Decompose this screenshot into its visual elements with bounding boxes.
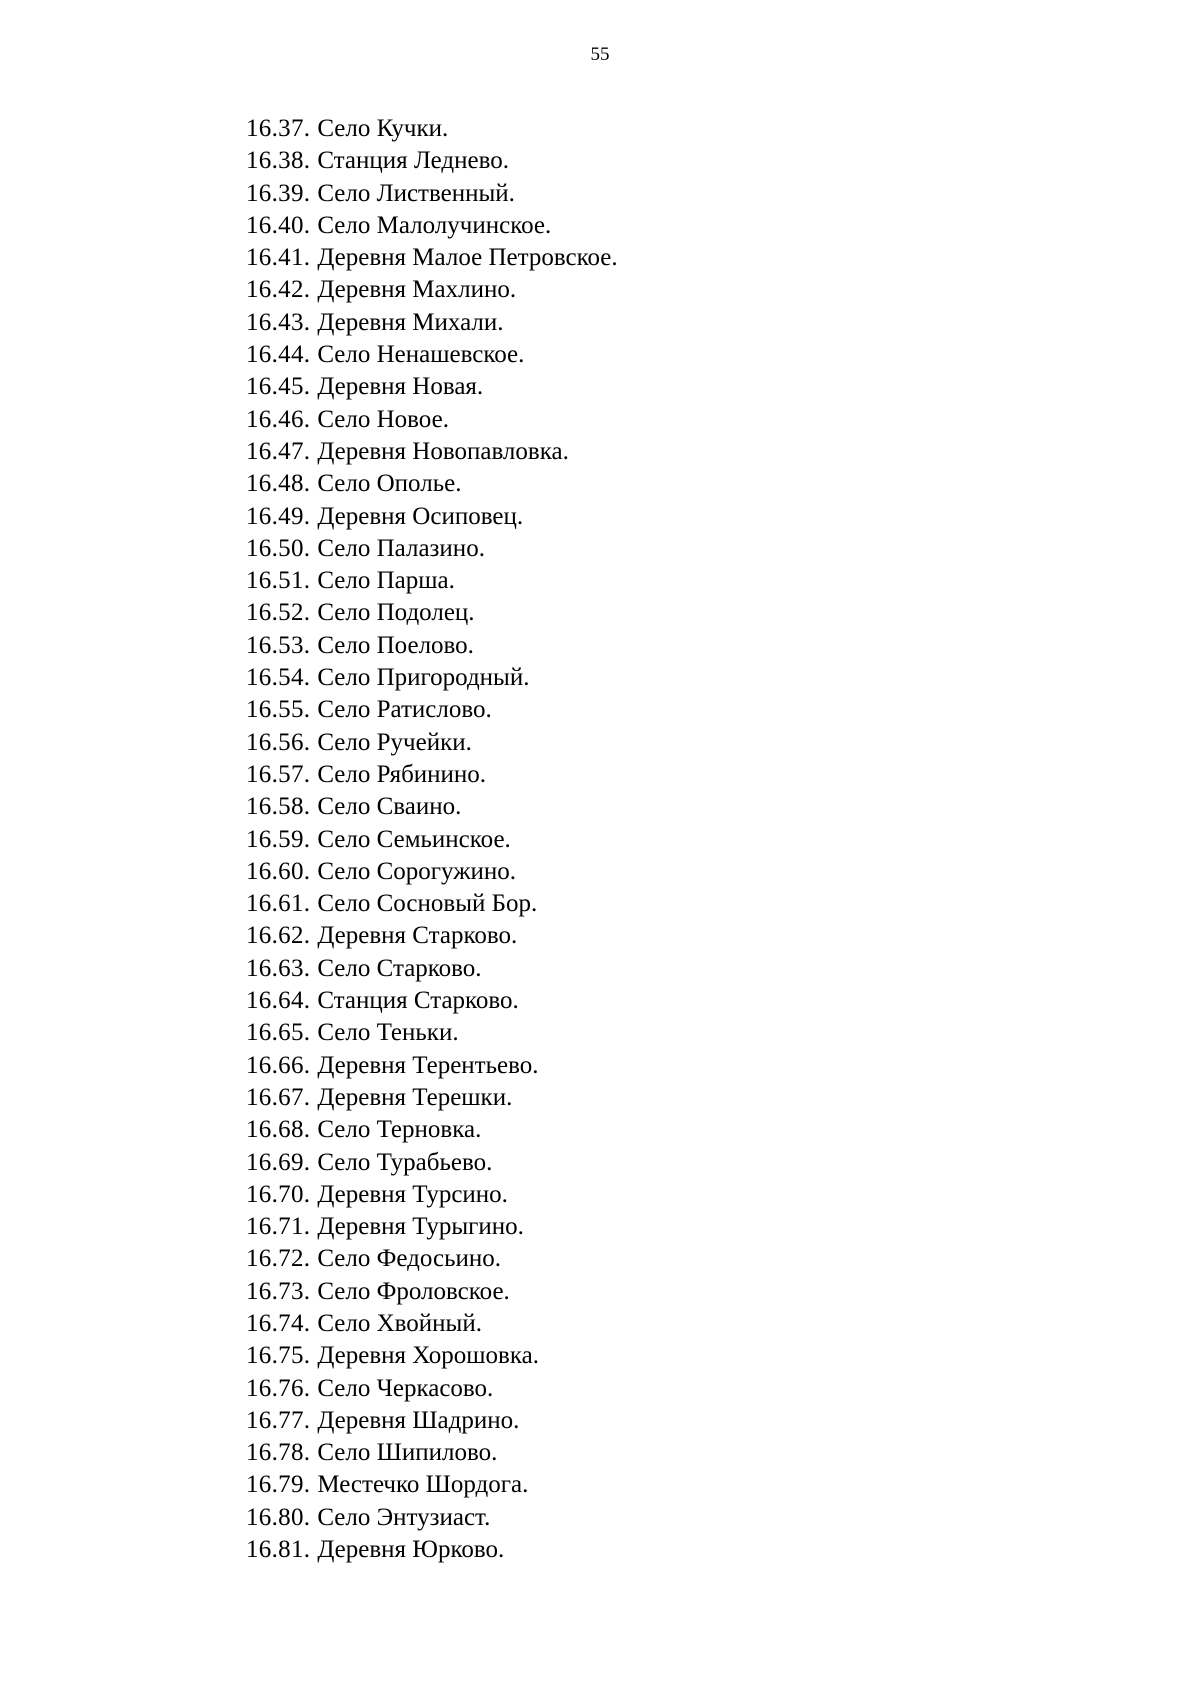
list-item: [246, 1147, 618, 1179]
list-item: [246, 1243, 618, 1275]
list-item: [246, 694, 618, 726]
item-number: 16.76.: [246, 1374, 311, 1402]
list-item: [246, 242, 618, 274]
list-item: [246, 1179, 618, 1211]
item-text: Село Терновка.: [317, 1116, 482, 1144]
list-item: [246, 1211, 618, 1243]
list-item: [246, 178, 618, 210]
item-number: 16.46.: [246, 405, 311, 433]
list-item: [246, 888, 618, 920]
item-text: Деревня Старково.: [317, 922, 518, 950]
item-number: 16.52.: [246, 599, 311, 627]
item-number: 16.49.: [246, 502, 311, 530]
item-text: Местечко Шордога.: [317, 1471, 529, 1499]
list-item: [246, 1308, 618, 1340]
list-item: [246, 113, 618, 145]
item-number: 16.41.: [246, 244, 311, 272]
list-item: [246, 371, 618, 403]
list-item: [246, 307, 618, 339]
item-text: Село Лиственный.: [317, 179, 515, 207]
list-item: [246, 1534, 618, 1566]
item-number: 16.73.: [246, 1277, 311, 1305]
item-number: 16.58.: [246, 793, 311, 821]
item-number: 16.37.: [246, 115, 311, 142]
item-number: 16.42.: [246, 276, 311, 304]
item-text: Деревня Малое Петровское.: [317, 244, 618, 272]
page-number: 55: [590, 44, 610, 65]
item-number: 16.45.: [246, 373, 311, 401]
item-number: 16.59.: [246, 825, 311, 853]
item-text: Село Турабьево.: [317, 1148, 493, 1176]
item-text: Деревня Новопавловка.: [317, 437, 569, 465]
list-item: [246, 1050, 618, 1082]
item-text: Село Ополье.: [317, 470, 462, 498]
item-number: 16.69.: [246, 1148, 311, 1176]
item-number: 16.48.: [246, 470, 311, 498]
list-item: [246, 824, 618, 856]
item-text: Село Хвойный.: [317, 1309, 482, 1337]
item-text: Село Старково.: [317, 954, 482, 982]
item-text: Село Ручейки.: [317, 728, 472, 756]
item-number: 16.61.: [246, 890, 311, 918]
item-text: Деревня Турсино.: [317, 1180, 508, 1208]
list-item: [246, 1114, 618, 1146]
list-item: [246, 404, 618, 436]
item-text: Село Кучки.: [317, 115, 449, 142]
item-number: 16.44.: [246, 341, 311, 369]
item-text: Село Энтузиаст.: [317, 1503, 491, 1531]
list-item: [246, 630, 618, 662]
list-item: [246, 791, 618, 823]
item-text: Деревня Юрково.: [317, 1536, 505, 1564]
item-number: 16.80.: [246, 1503, 311, 1531]
item-text: Село Поелово.: [317, 631, 474, 659]
item-text: Деревня Шадрино.: [317, 1406, 520, 1434]
item-number: 16.56.: [246, 728, 311, 756]
list-item: [246, 985, 618, 1017]
item-text: Село Парша.: [317, 567, 455, 595]
item-number: 16.38.: [246, 147, 311, 175]
item-number: 16.43.: [246, 308, 311, 336]
settlement-list: [246, 113, 618, 1566]
item-number: 16.67.: [246, 1083, 311, 1111]
item-text: Село Ратислово.: [317, 696, 492, 724]
item-number: 16.47.: [246, 437, 311, 465]
list-item: [246, 565, 618, 597]
item-text: Станция Леднево.: [317, 147, 509, 175]
item-text: Село Фроловское.: [317, 1277, 510, 1305]
item-number: 16.72.: [246, 1245, 311, 1273]
item-text: Село Черкасово.: [317, 1374, 494, 1402]
item-text: Село Подолец.: [317, 599, 475, 627]
item-text: Станция Старково.: [317, 987, 519, 1015]
list-item: [246, 1017, 618, 1049]
item-text: Село Рябинино.: [317, 760, 487, 788]
item-text: Село Новое.: [317, 405, 449, 433]
item-number: 16.65.: [246, 1019, 311, 1047]
item-text: Деревня Осиповец.: [317, 502, 524, 530]
item-number: 16.78.: [246, 1439, 311, 1467]
list-item: [246, 339, 618, 371]
item-text: Деревня Новая.: [317, 373, 484, 401]
item-text: Деревня Хорошовка.: [317, 1342, 539, 1370]
list-item: [246, 920, 618, 952]
list-item: [246, 727, 618, 759]
item-number: 16.81.: [246, 1536, 311, 1564]
item-text: Село Шипилово.: [317, 1439, 498, 1467]
item-number: 16.50.: [246, 534, 311, 562]
list-item: [246, 210, 618, 242]
item-number: 16.70.: [246, 1180, 311, 1208]
list-item: [246, 145, 618, 177]
item-text: Село Пригородный.: [317, 664, 530, 692]
list-item: [246, 274, 618, 306]
list-item: [246, 501, 618, 533]
item-text: Село Ненашевское.: [317, 341, 525, 369]
item-text: Деревня Турыгино.: [317, 1213, 524, 1241]
list-item: [246, 533, 618, 565]
item-number: 16.63.: [246, 954, 311, 982]
item-number: 16.39.: [246, 179, 311, 207]
item-number: 16.75.: [246, 1342, 311, 1370]
list-item: [246, 597, 618, 629]
item-text: Село Сосновый Бор.: [317, 890, 538, 918]
list-item: [246, 1502, 618, 1534]
item-text: Село Палазино.: [317, 534, 485, 562]
list-item: [246, 1469, 618, 1501]
item-number: 16.68.: [246, 1116, 311, 1144]
list-item: [246, 1405, 618, 1437]
item-text: Деревня Терентьево.: [317, 1051, 539, 1079]
item-number: 16.57.: [246, 760, 311, 788]
item-text: Село Малолучинское.: [317, 211, 552, 239]
item-number: 16.79.: [246, 1471, 311, 1499]
list-item: [246, 1276, 618, 1308]
item-number: 16.62.: [246, 922, 311, 950]
item-number: 16.64.: [246, 987, 311, 1015]
item-number: 16.60.: [246, 857, 311, 885]
item-number: 16.54.: [246, 664, 311, 692]
item-number: 16.53.: [246, 631, 311, 659]
item-number: 16.66.: [246, 1051, 311, 1079]
item-number: 16.51.: [246, 567, 311, 595]
item-number: 16.40.: [246, 211, 311, 239]
item-number: 16.74.: [246, 1309, 311, 1337]
item-text: Село Теньки.: [317, 1019, 459, 1047]
item-text: Деревня Михали.: [317, 308, 504, 336]
list-item: [246, 1082, 618, 1114]
list-item: [246, 662, 618, 694]
list-item: [246, 1437, 618, 1469]
list-item: [246, 856, 618, 888]
item-text: Село Семьинское.: [317, 825, 511, 853]
item-number: 16.71.: [246, 1213, 311, 1241]
item-text: Село Федосьино.: [317, 1245, 501, 1273]
list-item: [246, 1373, 618, 1405]
item-number: 16.55.: [246, 696, 311, 724]
list-item: [246, 436, 618, 468]
list-item: [246, 468, 618, 500]
list-item: [246, 759, 618, 791]
item-text: Село Сорогужино.: [317, 857, 516, 885]
item-text: Деревня Махлино.: [317, 276, 517, 304]
list-item: [246, 953, 618, 985]
list-item: [246, 1340, 618, 1372]
item-text: Деревня Терешки.: [317, 1083, 513, 1111]
item-text: Село Сваино.: [317, 793, 462, 821]
item-number: 16.77.: [246, 1406, 311, 1434]
